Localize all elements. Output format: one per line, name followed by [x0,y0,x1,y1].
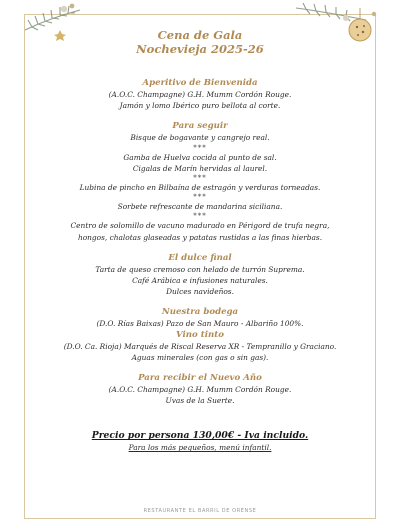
section-title-nuevo-ano: Para recibir el Nuevo Año [138,373,262,384]
menu-line: Café Arábica e infusiones naturales. [132,276,268,286]
menu-line: Centro de solomillo de vacuno madurado en Périgord de trufa negra, [70,221,330,231]
menu-line: (D.O. Ca. Rioja) Marqués de Riscal Reserva XR - Tempranillo y Graciano. [63,341,337,351]
menu-line: Bisque de bogavante y cangrejo real. [130,133,270,143]
menu-content [24,28,376,453]
separator: *** [193,193,207,202]
menu-line: Jamón y lomo Ibérico puro bellota al corte. [119,101,281,111]
menu-line: (D.O. Rías Baixas) Pazo de San Mauro - Albariño 100%. [96,319,304,329]
menu-title: Cena de Gala [157,28,243,42]
menu-line: hongos, chalotas glaseadas y patatas rustidas a las finas hierbas. [77,232,323,242]
price-line: Precio por persona 130,00€ - Iva incluido. [91,430,309,442]
menu-line: Gamba de Huelva cocida al punto de sal. [123,152,277,162]
menu-line: Tarta de queso cremoso con helado de turrón Suprema. [95,264,305,274]
kids-menu-note: Para los más pequeños, menú infantil. [128,443,272,453]
menu-line: Uvas de la Suerte. [165,396,235,406]
separator: *** [193,212,207,221]
separator: *** [193,143,207,152]
section-title-para-seguir: Para seguir [172,121,228,132]
footer-text: RESTAURANTE EL BARRIL DE ORENSE [143,508,257,514]
section-title-dulce: El dulce final [168,252,232,263]
menu-subtitle: Nochevieja 2025-26 [136,42,264,56]
menu-line: Dulces navideños. [166,287,234,297]
menu-line: Aguas minerales (con gas o sin gas). [131,352,269,362]
menu-line: (A.O.C. Champagne) G.H. Mumm Cordón Rouge. [108,90,292,99]
separator: *** [193,174,207,183]
menu-line: Cigalas de Marín hervidas al laurel. [132,163,268,173]
menu-line: (A.O.C. Champagne) G.H. Mumm Cordón Rouge. [108,385,292,395]
section-title-vino-tinto: Vino tinto [176,329,224,340]
menu-line: Lubina de pincho en Bilbaína de estragón y verduras torneadas. [79,183,321,193]
section-title-aperitivo: Aperitivo de Bienvenida [142,78,258,88]
menu-line: Sorbete refrescante de mandarina siciliana. [117,202,283,212]
section-title-bodega: Nuestra bodega [161,307,239,318]
